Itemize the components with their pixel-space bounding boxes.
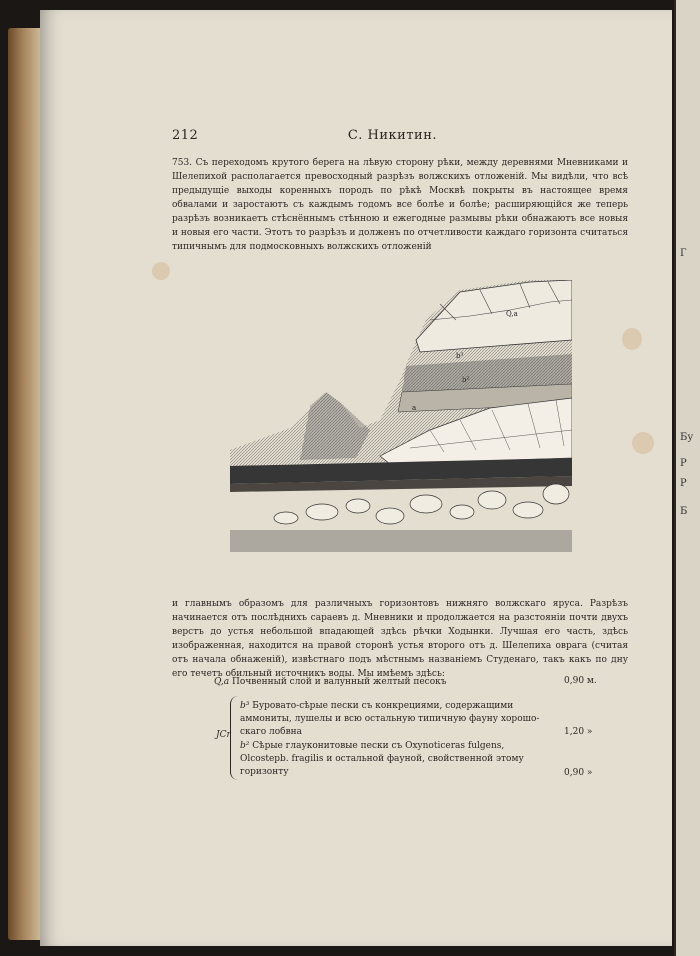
next-page-fragment: Б <box>680 506 688 517</box>
paragraph: 753. Съ переходомъ крутого берега на лѣвую сторону рѣки, между деревнями Мневниками и Шелепихой располагается превосходный разрѣзъ волжскихъ отложеній. Мы видѣли, что всѣ предыдущіе выходы коренныхъ породъ по рѣкѣ Москвѣ покрыты въ настоящее время обвалами и заростаютъ съ каждымъ годомъ все болѣе и болѣе; расширяющійся же теперь разрѣзъ возникаетъ стѣснённымъ стѣнною и ежегодные размывы рѣки обнажаютъ все новыя и новыя его части. Этотъ то разрѣзъ и долженъ по отчетливости каждаго горизонта считаться типичнымъ для подмосковныхъ волжскихъ отложеній <box>172 158 628 252</box>
next-page-fragment: Р <box>680 458 687 469</box>
row-label: Q,a <box>214 677 230 687</box>
paragraph: и главнымъ образомъ для различныхъ горизонтовъ нижняго волжскаго яруса. Разрѣзъ начинается отъ послѣднихъ сараевъ д. Мневники и продолжается на разстояніи почти двухъ верстъ до устья небольшой впадающей здѣсь рѣчки Ходынки. Лучшая его часть, здѣсь изображенная, находится на правой сторонѣ устья второго отъ д. Шелепиха оврага (считая отъ начала обнаженій), извѣстнаго подъ мѣстнымъ названіемъ Студенаго, такъ какъ по дну его течетъ обильный источникъ воды. Мы имѣемъ здѣсь: <box>172 599 628 679</box>
next-page-fragment: Бу <box>680 432 694 443</box>
figure-label: b² <box>462 376 470 384</box>
row-value: 0,90 м. <box>564 676 597 686</box>
figure-label: Q,a <box>506 310 518 318</box>
page-header <box>172 128 602 143</box>
row-text: Буровато-сѣрые пески съ конкрециями, содержащими аммониты, лушелы и всю остальную типичную фауну хорошо-скаго лобвна <box>240 701 540 737</box>
row-label: b³ <box>240 701 250 711</box>
geological-section-engraving <box>230 280 572 552</box>
next-page-fragment: Г <box>680 248 687 259</box>
row-label: b² <box>240 741 250 751</box>
row-text: Сѣрые глауконитовые пески съ Oxynoticeras fulgens, Olcostepb. fragilis и остальной фауной, свойственной этому горизонту <box>240 741 524 777</box>
row-text: Почвенный слой и валунный желтый песокъ <box>232 677 447 687</box>
row-value: 0,90 » <box>564 768 593 778</box>
bracket-label: JCr <box>216 730 231 740</box>
figure-label: a <box>412 404 417 412</box>
figure-label: b³ <box>456 352 464 360</box>
row-value: 1,20 » <box>564 727 593 737</box>
page-number: 212 <box>172 128 199 143</box>
running-title: С. Никитин. <box>347 128 437 143</box>
facing-page-edge <box>674 0 700 956</box>
next-page-fragment: Р <box>680 478 687 489</box>
